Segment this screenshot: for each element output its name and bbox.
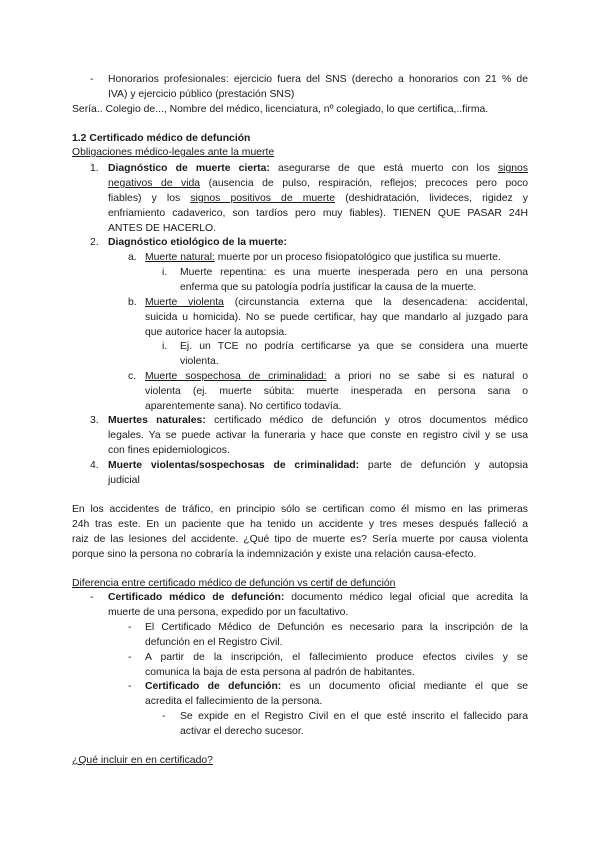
item-1-line-3: [108, 192, 528, 205]
item-3-line-2: legales. Ya se puede activar la funeraria y hace que conste en registro civil y se usa: [108, 430, 528, 441]
item-2-number: 2.: [90, 237, 99, 248]
sub-a-line: [145, 251, 501, 264]
sub-c-line-1-text: a priori no se sabe si es natural o: [334, 371, 528, 382]
item-2-label: Diagnóstico etiológico de la muerte:: [108, 237, 287, 248]
cm-line-1: [108, 591, 528, 604]
item-4-line-2: judicial: [108, 475, 140, 486]
sub-b-line-3: que autorice hacer la autopsia.: [145, 327, 288, 338]
item-3-number: 3.: [90, 415, 99, 426]
sub1-bullet: -: [128, 622, 132, 633]
item-4-number: 4.: [90, 460, 99, 471]
cm-text: documento médico legal oficial que acredita la: [291, 592, 529, 603]
sub2-line-2: comunica la baja de esta persona al padrón de habitantes.: [145, 667, 415, 678]
item-1-text: asegurarse de que está muerto con los: [278, 163, 490, 174]
item-3-text: certificado médico de defunción y otros documentos médico: [214, 415, 529, 426]
sub-c-line-3: aparentemente sana). No certifico todavía.: [145, 401, 342, 412]
muerte-natural: Muerte natural:: [145, 252, 215, 263]
sub3-line-2: activar el derecho sucesor.: [180, 726, 304, 737]
sub-b-roman-line-1: Ej. un TCE no podría certificarse ya que se considera una muerte: [180, 341, 528, 352]
cm-bullet: -: [90, 592, 94, 603]
cd-line-2: acredita el fallecimiento de la persona.: [145, 696, 323, 707]
cm-label: Certificado médico de defunción:: [108, 592, 285, 603]
paragraph-line-1: En los accidentes de tráfico, en principio sólo se certifican como él mismo en las primeras: [72, 504, 528, 515]
bullet-dash: -: [90, 74, 94, 85]
cm-line-2: muerte de una persona, expedido por un facultativo.: [108, 607, 349, 618]
item-1-line-4: enfriamiento cadaverico, son tardíos pero muy fiables). TIENEN QUE PASAR 24H: [108, 208, 528, 219]
sub-a-text: muerte por un proceso fisiopatológico que justifica su muerte.: [217, 252, 501, 263]
sub-b-line-1: [145, 296, 528, 309]
item-3-line-3: con fines epidemiologicos.: [108, 445, 230, 456]
muerte-sospechosa: Muerte sospechosa de criminalidad:: [145, 371, 327, 382]
sub3-line-1: Se expide en el Registro Civil en el que esté inscrito el fallecido para: [180, 711, 528, 722]
sub-c-line-1: [145, 370, 528, 383]
item-4-text: parte de defunción y autopsia: [367, 460, 528, 471]
sub3-bullet: -: [162, 711, 166, 722]
diferencia-heading: Diferencia entre certificado médico de defunción vs certif de defunción: [72, 578, 396, 589]
paragraph-line-4: porque sino la persona no cobraría la indemnización y existe una relación causa-efecto.: [72, 549, 477, 560]
item-1-line-2: [108, 177, 528, 190]
sub-b-roman-line-2: violenta.: [180, 356, 219, 367]
item-3-line-1: [108, 414, 528, 427]
item-4-line-1: [108, 459, 528, 472]
honorarios-line-1: Honorarios profesionales: ejercicio fuera del SNS (derecho a honorarios con 21 % de: [108, 74, 528, 85]
item-1-line-1: [108, 162, 528, 175]
sub2-line-1: A partir de la inscripción, el fallecimiento produce efectos civiles y se: [145, 652, 528, 663]
item-1-line-3-b: (deshidratación, livideces, rigidez y: [345, 193, 529, 204]
section-title: 1.2 Certificado médico de defunción: [72, 133, 251, 144]
signos-positivos: signos positivos de muerte: [190, 193, 336, 204]
seria-line: Sería.. Colegio de..., Nombre del médico, licenciatura, nº colegiado, lo que certifica,..firma.: [72, 104, 489, 115]
sub1-line-2: defunción en el Registro Civil.: [145, 637, 283, 648]
item-1-line-5: ANTES DE HACERLO.: [108, 223, 216, 234]
item-4-label: Muerte violentas/sospechosas de criminalidad:: [108, 460, 360, 471]
cd-bullet: -: [128, 681, 132, 692]
item-3-label: Muertes naturales:: [108, 415, 206, 426]
sub-c-line-2: violenta (ej. muerte súbita: muerte inesperada en persona sana o: [145, 386, 528, 397]
sub-a-roman-line-1: Muerte repentina: es una muerte inesperada pero en una persona: [180, 267, 528, 278]
sub-b-line-2: suicida u homicida). No se puede certificar, hay que mandarlo al juzgado para: [145, 312, 528, 323]
muerte-violenta: Muerte violenta: [145, 297, 224, 308]
item-1-line-3-a: fiables) y los: [108, 193, 181, 204]
sub-c-letter: c.: [128, 371, 137, 382]
item-1-label: Diagnóstico de muerte cierta:: [108, 163, 270, 174]
sub-b-letter: b.: [128, 297, 137, 308]
sub-a-roman-line-2: enferma que su patología podría justificar la causa de la muerte.: [180, 282, 477, 293]
footer-heading: ¿Qué incluir en en certificado?: [72, 755, 213, 766]
sub-b-roman: i.: [162, 341, 168, 352]
cd-text: es un documento oficial mediante el que se: [289, 681, 528, 692]
sub2-bullet: -: [128, 652, 132, 663]
signos-link: signos: [497, 163, 529, 174]
item-1-number: 1.: [90, 163, 99, 174]
paragraph-line-2: 24h tras este. En un paciente que ha tenido un accidente y tres meses después falleció a: [72, 519, 528, 530]
honorarios-line-2: IVA) y ejercicio público (prestación SNS): [108, 89, 295, 100]
section-subtitle: Obligaciones médico-legales ante la muerte: [72, 147, 275, 158]
cd-label: Certificado de defunción:: [145, 681, 282, 692]
cd-line-1: [145, 680, 528, 693]
item-1-line-2-text: (ausencia de pulso, respiración, reflejos; precoces pero poco: [208, 178, 528, 189]
negativos-de-vida: negativos de vida: [108, 178, 201, 189]
sub-a-letter: a.: [128, 252, 137, 263]
sub-b-line-1-text: (circunstancia externa que la desencadena: accidental,: [234, 297, 529, 308]
sub1-line-1: El Certificado Médico de Defunción es necesario para la inscripción de la: [145, 622, 528, 633]
paragraph-line-3: raiz de las lesiones del accidente. ¿Qué tipo de muerte es? Sería muerte por causa violenta: [72, 534, 528, 545]
sub-a-roman: i.: [162, 267, 168, 278]
